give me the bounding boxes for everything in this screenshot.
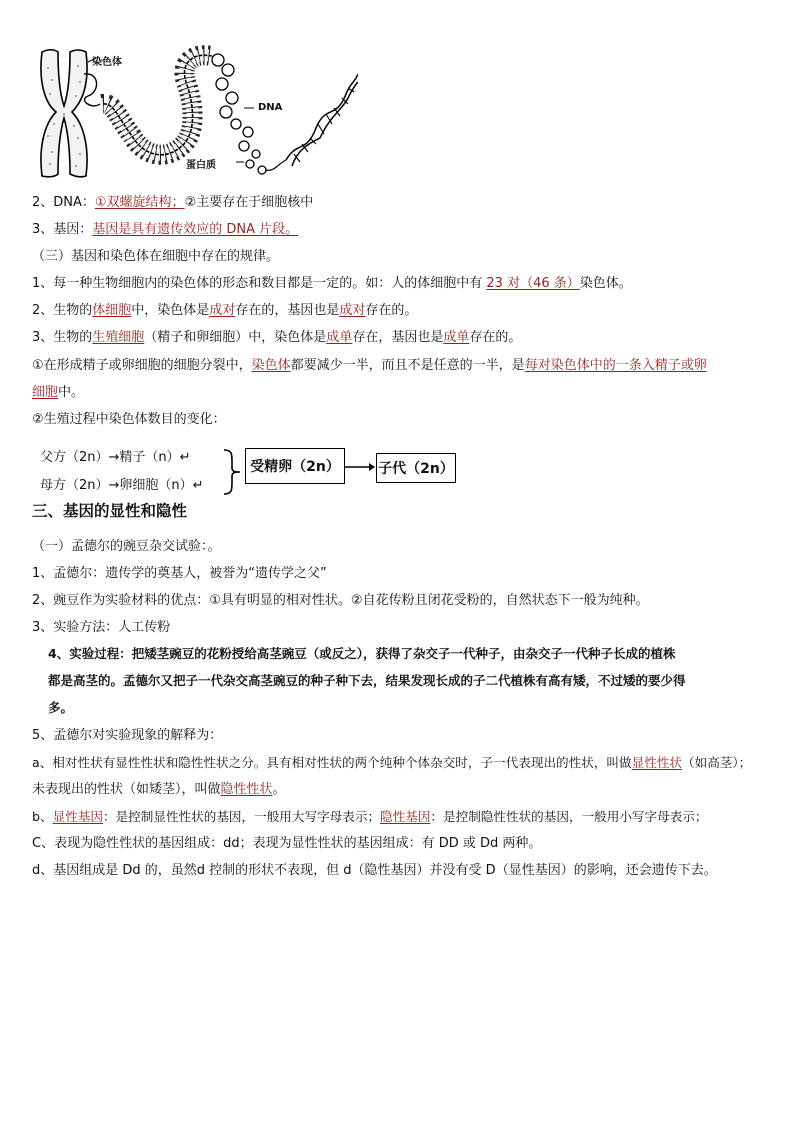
text: ：是控制显性性状的基因，一般用大写字母表示； — [102, 809, 381, 824]
highlight-term: 显性性状 — [631, 755, 682, 770]
rule-3-note-1 — [32, 357, 707, 375]
highlight-term: 体细胞 — [92, 303, 132, 318]
text: ②主要存在于细胞核中 — [184, 195, 314, 210]
gene-line — [32, 221, 298, 239]
mother-line: 母方（2n）→卵细胞（n）↵ — [40, 478, 204, 493]
arrow-right-icon — [343, 461, 377, 473]
label-protein: 蛋白质 — [186, 160, 216, 171]
text: 中。 — [58, 385, 85, 400]
text: （精子和卵细胞）中，染色体是 — [144, 330, 327, 345]
rule-3-note-2 — [32, 411, 226, 429]
paragraph-3: 3、实验方法：人工传粉 — [32, 620, 171, 635]
explanation-a-1 — [32, 754, 751, 772]
text: a、相对性状有显性性状和隐性性状之分。具有相对性状的两个纯种个体杂交时，子一代表现出的性状，叫做 — [32, 755, 632, 770]
father-line: 父方（2n）→精子（n）↵ — [40, 450, 191, 465]
chromosome-dna-figure — [36, 44, 358, 184]
highlight-term: 基因是具有遗传效应的 DNA 片段。 — [92, 222, 299, 237]
text: （如高茎）； — [682, 755, 752, 770]
text: 中，染色体是 — [131, 303, 210, 318]
text: 存在的，基因也是 — [235, 303, 340, 318]
paragraph-4-line-2: 都是高茎的。孟德尔又把子一代杂交高茎豌豆的种子种下去，结果发现长成的子二代植株有高有矮，不过矮的要少得 — [48, 673, 686, 688]
rule-3 — [32, 329, 521, 347]
highlight-term: 成对 — [209, 303, 236, 318]
rule-3-note-1-cont — [32, 384, 84, 402]
paragraph-2: 2、豌豆作为实验材料的优点：①具有明显的相对性状。②自花传粉且闭花受粉的，自然状态下一般为纯种。 — [32, 593, 649, 608]
rule-2 — [32, 302, 417, 320]
dna-line — [32, 194, 313, 212]
highlight-term: 23 对（46 条） — [486, 276, 580, 291]
text: （三）基因和染色体在细胞中存在的规律。 — [32, 249, 280, 264]
label-dna: DNA — [258, 102, 283, 113]
text: 2、DNA： — [32, 195, 95, 210]
section-sub1: （一）孟德尔的豌豆杂交试验：。 — [32, 539, 221, 554]
paragraph-4-line-3: 多。 — [48, 700, 74, 715]
chromosome-number-diagram — [0, 440, 794, 500]
highlight-term: 成单 — [443, 330, 470, 345]
rule-1 — [32, 275, 632, 293]
highlight-term: 显性基因 — [52, 809, 103, 824]
text: 染色体。 — [579, 276, 632, 291]
explanation-c: C、表现为隐性性状的基因组成：dd；表现为显性性状的基因组成：有 DD 或 Dd 两种。 — [32, 836, 542, 851]
text: 存在的。 — [469, 330, 522, 345]
text: 。 — [272, 782, 286, 797]
offspring-box: 子代（2n） — [376, 453, 456, 483]
text: b、 — [32, 809, 53, 824]
text: 存在的。 — [365, 303, 418, 318]
highlight-term: 每对染色体中的一条入精子或卵 — [524, 358, 707, 373]
highlight-term: 染色体 — [251, 358, 291, 373]
brace-icon — [220, 448, 244, 496]
highlight-term: 隐性基因 — [380, 809, 431, 824]
text: 2、生物的 — [32, 303, 93, 318]
explanation-b — [32, 808, 707, 826]
text: 3、基因： — [32, 222, 93, 237]
highlight-term: 成单 — [326, 330, 353, 345]
paragraph-4-line-1: 4、实验过程：把矮茎豌豆的花粉授给高茎豌豆（或反之），获得了杂交子一代种子，由杂交子一代种子长成的植株 — [48, 646, 676, 661]
subheading-three — [32, 248, 279, 266]
explanation-a-2 — [32, 781, 286, 799]
text: ：是控制隐性性状的基因，一般用小写字母表示； — [430, 809, 708, 824]
explanation-d: d、基因组成是 Dd 的，虽然d 控制的形状不表现，但 d（隐性基因）并没有受 D（显性基因）的影响，还会遗传下去。 — [32, 863, 717, 878]
highlight-term: 细胞 — [32, 385, 59, 400]
text: 1、每一种生物细胞内的染色体的形态和数目都是一定的。如：人的体细胞中有 — [32, 276, 487, 291]
highlight-term: 生殖细胞 — [92, 330, 145, 345]
text: 存在，基因也是 — [352, 330, 444, 345]
text: 3、生物的 — [32, 330, 93, 345]
text: 未表现出的性状（如矮茎），叫做 — [32, 782, 221, 797]
paragraph-5: 5、孟德尔对实验现象的解释为： — [32, 728, 223, 743]
fertilized-egg-box: 受精卵（2n） — [245, 448, 345, 484]
paragraph-1: 1、孟德尔：遗传学的奠基人，被誉为“遗传学之父” — [32, 566, 327, 581]
highlight-term: 隐性性状 — [220, 782, 273, 797]
section-title: 三、基因的显性和隐性 — [32, 502, 188, 520]
text: 都要减少一半，而且不是任意的一半，是 — [290, 358, 525, 373]
highlight-term: 成对 — [339, 303, 366, 318]
text: ①在形成精子或卵细胞的细胞分裂中， — [32, 358, 252, 373]
highlight-term: ①双螺旋结构； — [94, 195, 185, 210]
label-chromosome: 染色体 — [92, 57, 122, 68]
text: ②生殖过程中染色体数目的变化： — [32, 412, 226, 427]
